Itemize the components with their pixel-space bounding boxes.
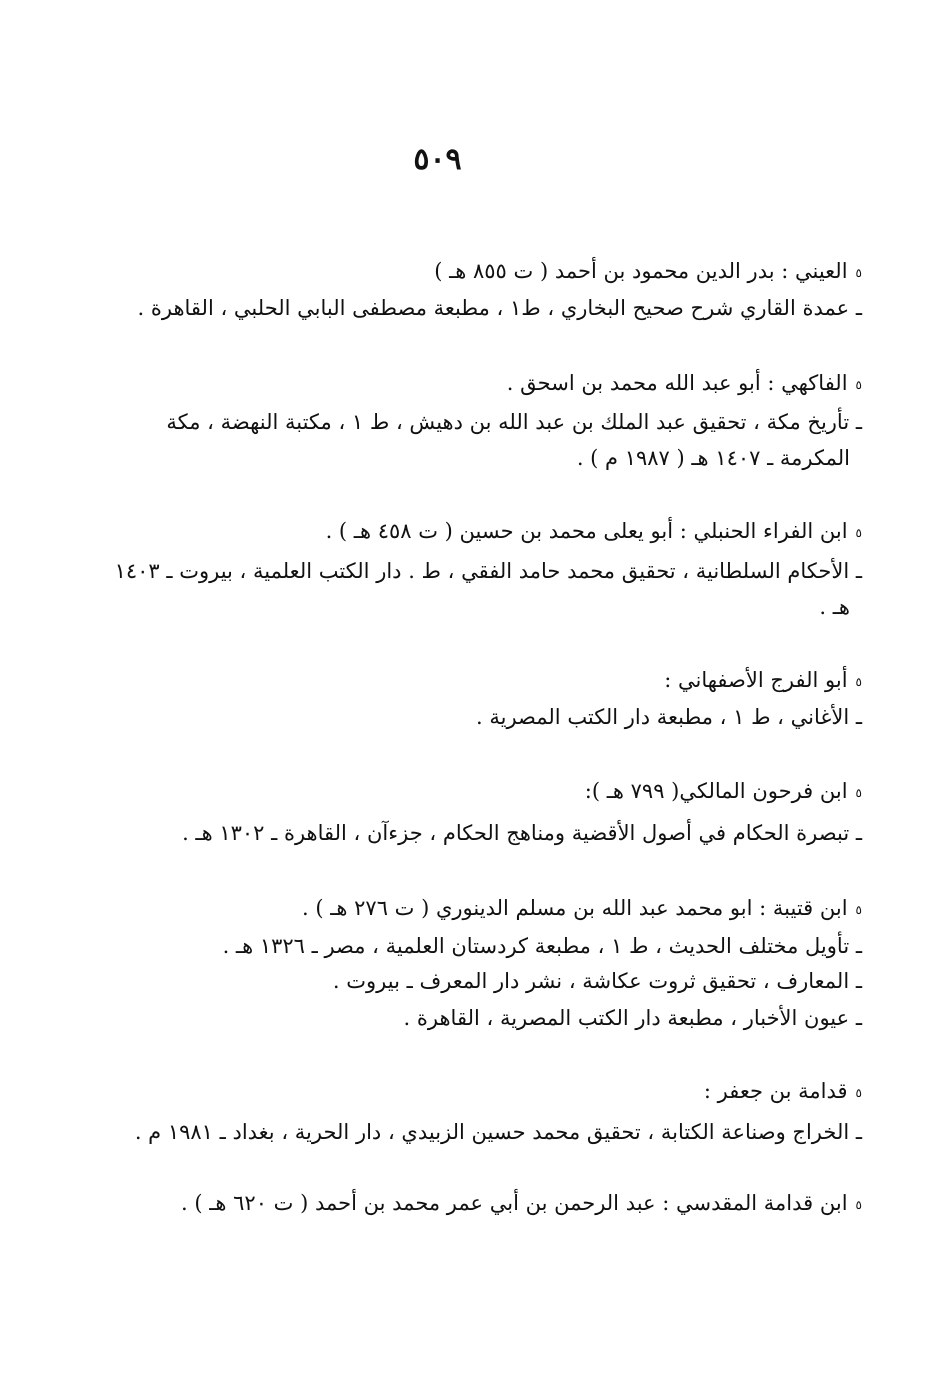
entry-author xyxy=(664,665,862,697)
author-text: ابن قتيبة : ابو محمد عبد الله بن مسلم الدينوري ( ت ٢٧٦ هـ ) . xyxy=(302,896,848,920)
entry-work: ـ عمدة القاري شرح صحيح البخاري ، ط١ ، مطبعة مصطفى البابي الحلبي ، القاهرة . xyxy=(137,296,862,320)
author-text: أبو الفرج الأصفهاني : xyxy=(664,668,848,692)
bullet-icon: ٥ xyxy=(855,525,862,540)
page-number: ٥٠٩ xyxy=(413,142,462,177)
entry-author xyxy=(585,776,862,808)
entry-author xyxy=(326,516,862,548)
author-text: ابن فرحون المالكي( ٧٩٩ هـ ): xyxy=(584,779,848,803)
entry-work: ـ تبصرة الحكام في أصول الأقضية ومناهج الحكام ، جزءآن ، القاهرة ـ ١٣٠٢ هـ . xyxy=(182,821,862,845)
bullet-icon: ٥ xyxy=(855,1085,862,1100)
entry-author xyxy=(181,1188,862,1220)
author-text: قدامة بن جعفر : xyxy=(703,1079,848,1103)
entry-work: ـ الخراج وصناعة الكتابة ، تحقيق محمد حسين الزبيدي ، دار الحرية ، بغداد ـ ١٩٨١ م . xyxy=(134,1120,862,1144)
bullet-icon: ٥ xyxy=(855,265,862,280)
bullet-icon: ٥ xyxy=(855,902,862,917)
entry-author xyxy=(434,256,862,288)
author-text: ابن قدامة المقدسي : عبد الرحمن بن أبي عمر محمد بن أحمد ( ت ٦٢٠ هـ ) . xyxy=(181,1191,848,1215)
entry-author xyxy=(302,893,862,925)
bullet-icon: ٥ xyxy=(855,674,862,689)
entry-work-continuation: هـ . xyxy=(819,595,850,619)
bullet-icon: ٥ xyxy=(855,1197,862,1212)
author-text: الفاكهي : أبو عبد الله محمد بن اسحق . xyxy=(506,371,848,395)
entry-work-continuation: المكرمة ـ ١٤٠٧ هـ ( ١٩٨٧ م ) . xyxy=(576,446,850,470)
entry-work: ـ الأحكام السلطانية ، تحقيق محمد حامد الفقي ، ط . دار الكتب العلمية ، بيروت ـ ١٤٠٣ xyxy=(114,559,862,583)
entry-work: ـ عيون الأخبار ، مطبعة دار الكتب المصرية ، القاهرة . xyxy=(403,1006,862,1030)
author-text: العيني : بدر الدين محمود بن أحمد ( ت ٨٥٥ هـ ) xyxy=(434,259,848,283)
bullet-icon: ٥ xyxy=(855,377,862,392)
entry-work: ـ تأريخ مكة ، تحقيق عبد الملك بن عبد الله بن دهيش ، ط ١ ، مكتبة النهضة ، مكة xyxy=(166,410,862,434)
entry-author xyxy=(704,1076,862,1108)
entry-work: ـ تأويل مختلف الحديث ، ط ١ ، مطبعة كردستان العلمية ، مصر ـ ١٣٢٦ هـ . xyxy=(222,934,862,958)
author-text: ابن الفراء الحنبلي : أبو يعلى محمد بن حسين ( ت ٤٥٨ هـ ) . xyxy=(325,519,848,543)
entry-work: ـ المعارف ، تحقيق ثروت عكاشة ، نشر دار المعرف ـ بيروت . xyxy=(332,969,862,993)
entry-work: ـ الأغاني ، ط ١ ، مطبعة دار الكتب المصرية . xyxy=(476,705,862,729)
bullet-icon: ٥ xyxy=(855,785,862,800)
entry-author xyxy=(507,368,862,400)
